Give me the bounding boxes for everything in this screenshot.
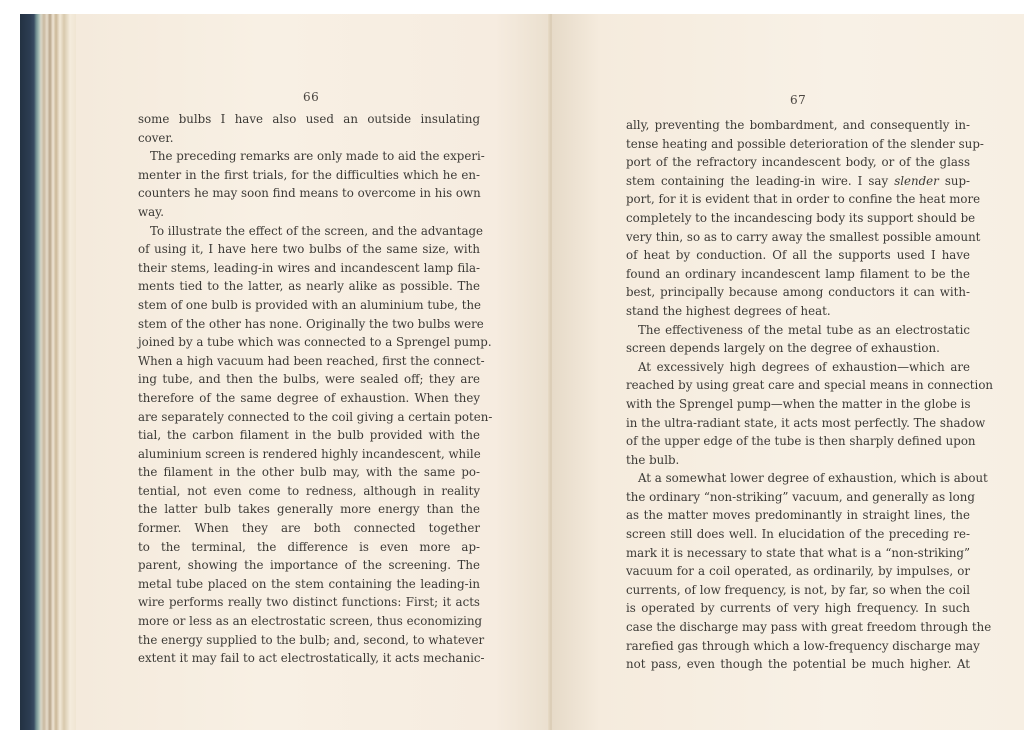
text-line: as the matter moves predominantly in straight lines, the: [626, 508, 970, 523]
text-line: their stems, leading-in wires and incandescent lamp fila-: [138, 260, 480, 275]
page-number-right: 67: [790, 93, 807, 107]
italic-word: slender: [894, 173, 939, 188]
text-line: At a somewhat lower degree of exhaustion, which is about: [638, 471, 988, 486]
text-line: found an ordinary incandescent lamp filament to be the: [626, 266, 970, 281]
text-line: not pass, even though the potential be much higher. At: [626, 657, 970, 672]
text-line: is operated by currents of very high frequency. In such: [626, 601, 970, 616]
text-line: currents, of low frequency, is not, by far, so when the coil: [626, 582, 970, 597]
text-line: of using it, I have here two bulbs of the same size, with: [138, 242, 480, 257]
text-line: ally, preventing the bombardment, and consequently in-: [626, 118, 970, 132]
text-line: counters he may soon find means to overcome in his own: [138, 186, 481, 201]
text-line: some bulbs I have also used an outside insulating: [138, 112, 480, 126]
text-line: tense heating and possible deterioration of the slender sup-: [626, 136, 984, 151]
page-number-left: 66: [303, 90, 320, 104]
text-line: the latter bulb takes generally more energy than the: [138, 502, 480, 517]
text-line: mark it is necessary to state that what is a “non-striking”: [626, 545, 970, 560]
text-line: tial, the carbon filament in the bulb provided with the: [138, 428, 480, 443]
text-line: At excessively high degrees of exhaustion—which are: [638, 359, 970, 374]
text-line: way.: [138, 204, 164, 219]
text-line-with-italic: [626, 172, 970, 191]
text-line: ing tube, and then the bulbs, were sealed off; they are: [138, 372, 480, 387]
text-line: The preceding remarks are only made to aid the experi-: [150, 149, 485, 164]
text-line: case the discharge may pass with great freedom through the: [626, 620, 992, 635]
text-line: rarefied gas through which a low-frequency discharge may: [626, 638, 980, 653]
text-line: very thin, so as to carry away the smallest possible amount: [626, 229, 981, 244]
text-line: tential, not even come to redness, although in reality: [138, 483, 480, 498]
text-line: with the Sprengel pump—when the matter in the globe is: [626, 396, 971, 411]
left-page: [76, 14, 552, 730]
text-line: more or less as an electrostatic screen, thus economizing: [138, 614, 483, 629]
text-line: port of the refractory incandescent body, or of the glass: [626, 155, 970, 170]
text-line: to the terminal, the difference is even more ap-: [138, 539, 480, 554]
text-line: the filament in the other bulb may, with the same po-: [138, 465, 480, 480]
right-page-text: [626, 116, 994, 674]
text-line: the energy supplied to the bulb; and, second, to whatever: [138, 632, 485, 647]
text-line: vacuum for a coil operated, as ordinarily, by impulses, or: [626, 564, 970, 579]
right-page: [552, 14, 1024, 730]
text-line: wire performs really two distinct functions: First; it acts: [138, 595, 480, 610]
text-line: therefore of the same degree of exhaustion. When they: [138, 390, 480, 405]
text-line: joined by a tube which was connected to a Sprengel pump.: [138, 335, 492, 350]
text-line: menter in the first trials, for the difficulties which he en-: [138, 167, 480, 182]
left-page-text: [138, 110, 493, 668]
text-line: parent, showing the importance of the screening. The: [138, 558, 480, 573]
text-line: aluminium screen is rendered highly incandescent, while: [138, 446, 481, 461]
text-line: are separately connected to the coil giving a certain poten-: [138, 409, 493, 424]
text-line: completely to the incandescing body its support should be: [626, 210, 976, 225]
text-line: The effectiveness of the metal tube as an electrostatic: [638, 322, 970, 337]
text-line: best, principally because among conductors it can with-: [626, 285, 970, 300]
text-line: stem of the other has none. Originally the two bulbs were: [138, 316, 484, 331]
text-line: in the ultra-radiant state, it acts most perfectly. The shadow: [626, 415, 986, 430]
text-line: cover.: [138, 130, 174, 145]
text-line: of heat by conduction. Of all the supports used I have: [626, 248, 970, 263]
text-line: screen depends largely on the degree of exhaustion.: [626, 341, 940, 356]
text-line: ments tied to the latter, as nearly alike as possible. The: [138, 279, 480, 294]
text-line: the ordinary “non-striking” vacuum, and generally as long: [626, 489, 975, 504]
text-line: When a high vacuum had been reached, first the connect-: [138, 353, 485, 368]
text-line: the bulb.: [626, 452, 680, 467]
text-line: of the upper edge of the tube is then sharply defined upon: [626, 434, 976, 449]
text-line: reached by using great care and special means in connection: [626, 378, 994, 393]
text-line: extent it may fail to act electrostatically, it acts mechanic-: [138, 651, 485, 666]
text-line-segment: stem containing the leading-in wire. I say: [626, 173, 889, 188]
text-line-segment: sup-: [938, 173, 971, 188]
book-page-edges: [20, 14, 78, 730]
text-line: metal tube placed on the stem containing the leading-in: [138, 576, 480, 591]
text-line: To illustrate the effect of the screen, and the advantage: [150, 223, 484, 238]
text-line: former. When they are both connected together: [138, 521, 480, 536]
text-line: stem of one bulb is provided with an aluminium tube, the: [138, 297, 482, 312]
text-line: stand the highest degrees of heat.: [626, 303, 831, 318]
text-line: port, for it is evident that in order to confine the heat more: [626, 192, 981, 207]
text-line: screen still does well. In elucidation of the preceding re-: [626, 527, 970, 542]
